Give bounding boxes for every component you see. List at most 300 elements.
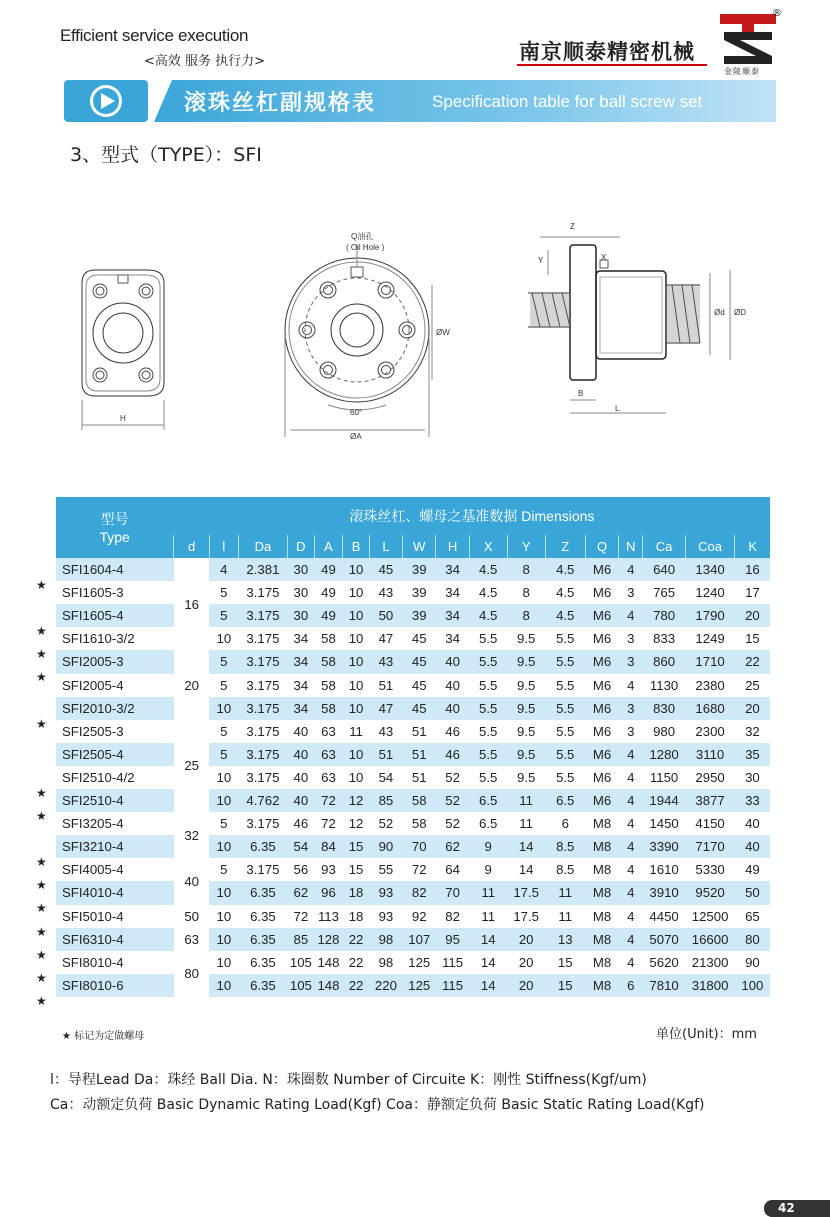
cell-q: M6 <box>592 769 612 785</box>
cell-n: 3 <box>627 631 635 647</box>
cell-w: 45 <box>411 631 427 647</box>
cell-da: 3.175 <box>246 723 280 739</box>
ball-nut-drawing <box>60 215 780 445</box>
cell-a: 72 <box>314 789 343 812</box>
cell-b: 15 <box>343 835 369 858</box>
cell-n: 4 <box>627 677 635 693</box>
table-row <box>56 928 770 951</box>
d-cell: 16 <box>174 558 210 650</box>
cell-l: 5 <box>220 677 228 693</box>
cell-w: 72 <box>411 862 427 878</box>
cell-y: 17.5 <box>513 908 539 924</box>
cell-da: 2.381 <box>238 558 287 581</box>
cell-da: 6.35 <box>238 881 287 904</box>
cell-n: 4 <box>627 908 635 924</box>
cell-h: 64 <box>445 862 460 878</box>
cell-x: 4.5 <box>469 558 507 581</box>
cell-n: 3 <box>619 650 643 673</box>
cell-h: 40 <box>436 697 469 720</box>
cell-y: 9.5 <box>516 677 536 693</box>
table-row <box>56 581 770 604</box>
cell-da: 3.175 <box>246 816 280 832</box>
cell-b: 10 <box>343 697 369 720</box>
cell-b: 12 <box>348 816 364 832</box>
cell-z: 5.5 <box>545 743 585 766</box>
cell-k: 65 <box>745 908 760 924</box>
cell-a: 93 <box>321 862 336 878</box>
cell-z: 5.5 <box>556 677 575 693</box>
legend-line-2: Ca：动额定负荷 Basic Dynamic Rating Load(Kgf) Coa：静额定负荷 Basic Static Rating Load(Kgf) <box>50 1097 705 1113</box>
cell-b: 10 <box>348 585 364 601</box>
cell-w: 125 <box>408 954 431 970</box>
cell-x: 14 <box>469 974 507 997</box>
cell-w: 58 <box>403 789 436 812</box>
cell-da: 3.175 <box>246 631 280 647</box>
cell-ca: 640 <box>643 558 686 581</box>
model-cell: SFI1605-3 <box>62 585 124 601</box>
custom-nut-star-icon: ★ <box>36 785 47 800</box>
cell-k: 20 <box>735 604 770 627</box>
cell-d: 54 <box>288 835 314 858</box>
cell-y: 9.5 <box>516 723 536 739</box>
cell-h: 115 <box>436 974 469 997</box>
model-cell: SFI1604-4 <box>56 558 174 581</box>
unit-label: 单位(Unit)：mm <box>656 1027 757 1042</box>
cell-y: 14 <box>518 862 534 878</box>
cell-da: 3.175 <box>246 677 280 693</box>
cell-l: 5 <box>209 650 238 673</box>
cell-l: 5 <box>209 743 238 766</box>
cell-coa: 1249 <box>695 631 725 647</box>
cell-a: 113 <box>317 908 339 924</box>
cell-h: 40 <box>436 650 469 673</box>
cell-a: 58 <box>321 631 336 647</box>
cell-n: 3 <box>627 723 635 739</box>
footnote: ★ 标记为定做螺母 <box>62 1031 145 1042</box>
cell-l: 93 <box>369 881 402 904</box>
custom-nut-star-icon: ★ <box>36 809 47 823</box>
cell-l: 90 <box>369 835 402 858</box>
cell-l: 10 <box>216 769 232 785</box>
cell-q: M6 <box>592 631 612 647</box>
nut-side-view <box>528 237 730 413</box>
cell-l: 98 <box>378 954 394 970</box>
label-x: X <box>601 253 607 262</box>
cell-y: 14 <box>507 835 545 858</box>
cell-q: M8 <box>592 908 612 924</box>
cell-k: 100 <box>735 974 770 997</box>
table-row <box>56 766 770 789</box>
d-cell: 80 <box>174 951 210 997</box>
custom-nut-star-icon: ★ <box>36 993 47 1008</box>
cell-x: 5.5 <box>469 650 507 673</box>
cell-h: 95 <box>436 928 469 951</box>
cell-l: 85 <box>369 789 402 812</box>
type-header-en: Type <box>99 528 130 545</box>
model-cell: SFI3205-4 <box>62 816 124 832</box>
cell-da: 4.762 <box>238 789 287 812</box>
cell-b: 10 <box>343 604 369 627</box>
cell-b: 11 <box>349 723 363 739</box>
cell-k: 33 <box>735 789 770 812</box>
cell-da: 6.35 <box>238 835 287 858</box>
column-header-d: d <box>174 535 210 558</box>
label-z: Z <box>570 222 575 231</box>
cell-l: 220 <box>369 974 402 997</box>
cell-q: M6 <box>592 585 612 601</box>
column-header-coa: Coa <box>685 535 734 558</box>
cell-x: 11 <box>469 881 507 904</box>
cell-l: 43 <box>369 650 402 673</box>
column-header-x: X <box>469 535 507 558</box>
cell-x: 5.5 <box>479 769 498 785</box>
cell-a: 58 <box>321 677 336 693</box>
cell-l: 4 <box>209 558 238 581</box>
table-row <box>56 650 770 673</box>
cell-d: 34 <box>288 697 314 720</box>
cell-z: 6.5 <box>545 789 585 812</box>
cell-a: 63 <box>314 743 343 766</box>
cell-w: 125 <box>403 974 436 997</box>
cell-coa: 1340 <box>685 558 734 581</box>
cell-ca: 5070 <box>643 928 686 951</box>
cell-d: 62 <box>288 881 314 904</box>
banner-title-cn: 滚珠丝杠副规格表 <box>184 91 377 116</box>
cell-x: 5.5 <box>479 723 498 739</box>
cell-l: 10 <box>216 631 232 647</box>
column-header-k: K <box>735 535 770 558</box>
model-cell: SFI8010-4 <box>62 954 124 970</box>
spec-table <box>56 497 770 997</box>
cell-q: M8 <box>585 881 618 904</box>
column-header-y: Y <box>507 535 545 558</box>
table-row <box>56 789 770 812</box>
cell-ca: 980 <box>653 723 676 739</box>
cell-k: 20 <box>735 697 770 720</box>
cell-n: 3 <box>627 585 635 601</box>
cell-q: M6 <box>585 789 618 812</box>
cell-k: 22 <box>735 650 770 673</box>
cell-k: 32 <box>745 723 760 739</box>
cell-da: 6.35 <box>250 954 276 970</box>
cell-z: 5.5 <box>556 631 575 647</box>
custom-nut-star-icon: ★ <box>36 624 47 639</box>
cell-ca: 7810 <box>643 974 686 997</box>
cell-h: 34 <box>445 631 460 647</box>
cell-k: 50 <box>735 881 770 904</box>
cell-ca: 765 <box>653 585 676 601</box>
model-cell: SFI2505-4 <box>56 743 174 766</box>
cell-b: 22 <box>343 928 369 951</box>
cell-w: 82 <box>403 881 436 904</box>
cell-da: 3.175 <box>238 697 287 720</box>
cell-a: 148 <box>317 954 340 970</box>
cell-w: 70 <box>403 835 436 858</box>
cell-q: M8 <box>592 816 612 832</box>
cell-b: 10 <box>348 677 364 693</box>
d-cell: 40 <box>174 858 210 904</box>
cell-h: 46 <box>436 743 469 766</box>
cell-d: 34 <box>288 650 314 673</box>
cell-coa: 1790 <box>685 604 734 627</box>
cell-q: M6 <box>585 558 618 581</box>
cell-n: 4 <box>619 743 643 766</box>
cell-ca: 1150 <box>649 769 679 785</box>
cell-l: 10 <box>216 908 232 924</box>
model-cell: SFI4005-4 <box>62 862 124 878</box>
column-header-d: D <box>288 535 314 558</box>
model-cell: SFI3210-4 <box>56 835 174 858</box>
cell-l: 47 <box>369 697 402 720</box>
cell-ca: 1944 <box>643 789 686 812</box>
column-header-a: A <box>314 535 343 558</box>
cell-z: 8.5 <box>556 862 575 878</box>
cell-z: 4.5 <box>556 585 575 601</box>
type-header-cn: 型号 <box>100 510 129 527</box>
label-y: Y <box>538 256 544 265</box>
cell-z: 5.5 <box>556 769 575 785</box>
table-row <box>56 905 770 928</box>
cell-x: 6.5 <box>479 816 498 832</box>
cell-a: 49 <box>314 558 343 581</box>
cell-z: 5.5 <box>545 697 585 720</box>
custom-nut-star-icon: ★ <box>36 855 47 870</box>
label-l: L <box>615 404 620 413</box>
cell-l: 10 <box>209 881 238 904</box>
cell-coa: 16600 <box>685 928 734 951</box>
cell-da: 6.35 <box>238 974 287 997</box>
legend-line-1: l：导程Lead Da：珠经 Ball Dia. N：珠圈数 Number of Circuite K：刚性 Stiffness(Kgf/um) <box>50 1072 647 1088</box>
cell-z: 5.5 <box>556 723 575 739</box>
cell-d: 56 <box>293 862 309 878</box>
cell-y: 11 <box>519 816 533 832</box>
d-cell: 25 <box>174 720 210 812</box>
custom-nut-star-icon: ★ <box>36 578 47 592</box>
table-row <box>56 881 770 904</box>
dimensions-header: 滚珠丝杠、螺母之基准数据 Dimensions <box>174 497 770 535</box>
cell-d: 40 <box>293 723 309 739</box>
company-underline <box>517 64 707 66</box>
cell-z: 4.5 <box>545 604 585 627</box>
cell-b: 15 <box>348 862 364 878</box>
cell-l: 5 <box>209 604 238 627</box>
cell-l: 10 <box>209 789 238 812</box>
cell-da: 3.175 <box>238 604 287 627</box>
cell-k: 25 <box>745 677 760 693</box>
cell-l: 43 <box>378 723 394 739</box>
cell-y: 8 <box>507 604 545 627</box>
cell-k: 40 <box>745 816 760 832</box>
cell-h: 82 <box>445 908 460 924</box>
cell-y: 9.5 <box>507 650 545 673</box>
cell-a: 72 <box>321 816 336 832</box>
cell-l: 93 <box>378 908 394 924</box>
column-header-q: Q <box>585 535 618 558</box>
custom-nut-star-icon: ★ <box>36 924 47 939</box>
cell-coa: 7170 <box>685 835 734 858</box>
cell-coa: 3877 <box>685 789 734 812</box>
cell-x: 5.5 <box>469 743 507 766</box>
cell-n: 4 <box>619 604 643 627</box>
column-header-da: Da <box>238 535 287 558</box>
d-cell: 63 <box>174 928 210 951</box>
cell-z: 6 <box>561 816 569 832</box>
column-header-h: H <box>436 535 469 558</box>
label-b: B <box>578 389 584 398</box>
cell-z: 5.5 <box>545 650 585 673</box>
cell-l: 5 <box>220 816 228 832</box>
cell-w: 92 <box>411 908 427 924</box>
tagline-en: Efficient service execution <box>60 26 249 45</box>
cell-q: M6 <box>585 650 618 673</box>
cell-y: 20 <box>507 928 545 951</box>
cell-d: 72 <box>293 908 309 924</box>
cell-k: 30 <box>745 769 760 785</box>
cell-d: 46 <box>293 816 309 832</box>
company-name: 南京顺泰精密机械 <box>519 40 695 64</box>
cell-ca: 830 <box>643 697 686 720</box>
cell-a: 96 <box>314 881 343 904</box>
model-cell: SFI1605-4 <box>56 604 174 627</box>
cell-q: M8 <box>585 974 618 997</box>
cell-w: 39 <box>411 585 427 601</box>
model-cell: SFI5010-4 <box>62 908 124 924</box>
cell-a: 148 <box>314 974 343 997</box>
cell-z: 8.5 <box>545 835 585 858</box>
cell-q: M6 <box>592 677 612 693</box>
cell-b: 10 <box>343 743 369 766</box>
cell-x: 14 <box>480 954 496 970</box>
model-cell: SFI2510-4/2 <box>62 769 135 785</box>
cell-coa: 9520 <box>685 881 734 904</box>
cell-k: 35 <box>735 743 770 766</box>
cell-b: 10 <box>348 631 364 647</box>
cell-l: 54 <box>378 769 394 785</box>
cell-da: 3.175 <box>246 769 280 785</box>
cell-x: 11 <box>481 908 496 924</box>
cell-n: 4 <box>627 769 635 785</box>
table-row <box>56 627 770 650</box>
cell-coa: 31800 <box>685 974 734 997</box>
table-row <box>56 858 770 881</box>
cell-ca: 3910 <box>643 881 686 904</box>
cell-w: 39 <box>403 604 436 627</box>
cell-y: 9.5 <box>507 743 545 766</box>
cell-y: 9.5 <box>507 697 545 720</box>
cell-y: 17.5 <box>507 881 545 904</box>
cell-l: 98 <box>369 928 402 951</box>
cell-ca: 4450 <box>649 908 679 924</box>
cell-q: M8 <box>585 928 618 951</box>
cell-a: 49 <box>321 585 336 601</box>
label-a: ØA <box>350 432 362 441</box>
cell-q: M8 <box>592 862 612 878</box>
cell-a: 49 <box>314 604 343 627</box>
column-header-n: N <box>619 535 643 558</box>
cell-n: 4 <box>619 558 643 581</box>
cell-ca: 1280 <box>643 743 686 766</box>
tagline-cn: <高效 服务 执行力> <box>144 54 266 69</box>
cell-w: 51 <box>411 723 427 739</box>
cell-d: 85 <box>288 928 314 951</box>
cell-coa: 4150 <box>695 816 725 832</box>
page-tab <box>764 1200 830 1217</box>
cell-l: 52 <box>378 816 394 832</box>
cell-w: 51 <box>411 769 427 785</box>
banner-title-en: Specification table for ball screw set <box>432 92 703 111</box>
table-row <box>56 558 770 581</box>
cell-d: 40 <box>288 789 314 812</box>
label-D: ØD <box>734 308 746 317</box>
cell-a: 63 <box>321 723 336 739</box>
cell-ca: 5620 <box>649 954 679 970</box>
model-cell: SFI8010-6 <box>56 974 174 997</box>
play-circle-icon <box>64 80 148 122</box>
cell-z: 15 <box>545 974 585 997</box>
cell-a: 58 <box>314 650 343 673</box>
cell-z: 13 <box>545 928 585 951</box>
cell-l: 50 <box>369 604 402 627</box>
page-number: 42 <box>778 1201 795 1215</box>
cell-a: 63 <box>321 769 336 785</box>
table-row <box>56 743 770 766</box>
cell-l: 51 <box>369 743 402 766</box>
cell-l: 10 <box>209 974 238 997</box>
cell-n: 4 <box>627 816 635 832</box>
cell-da: 3.175 <box>238 650 287 673</box>
cell-b: 10 <box>343 650 369 673</box>
cell-h: 46 <box>445 723 460 739</box>
custom-nut-star-icon: ★ <box>36 970 47 985</box>
cell-z: 11 <box>545 881 585 904</box>
spec-body <box>56 558 770 997</box>
cell-d: 30 <box>293 585 309 601</box>
cell-da: 3.175 <box>246 862 280 878</box>
cell-z: 15 <box>557 954 573 970</box>
cell-da: 6.35 <box>238 928 287 951</box>
cell-l: 5 <box>220 585 228 601</box>
cell-l: 47 <box>378 631 394 647</box>
cell-n: 4 <box>619 835 643 858</box>
cell-b: 18 <box>348 908 364 924</box>
cell-ca: 860 <box>643 650 686 673</box>
label-oil-cn: Q油孔 <box>351 232 374 241</box>
cell-b: 22 <box>343 974 369 997</box>
cell-q: M6 <box>585 604 618 627</box>
cell-x: 6.5 <box>469 789 507 812</box>
label-oil-en: ( Oil Hole ) <box>346 243 385 252</box>
cell-ca: 3390 <box>643 835 686 858</box>
model-cell: SFI2510-4 <box>56 789 174 812</box>
cell-w: 39 <box>403 558 436 581</box>
cell-ca: 1450 <box>649 816 679 832</box>
column-header-l: L <box>369 535 402 558</box>
model-cell: SFI2005-3 <box>56 650 174 673</box>
cell-h: 34 <box>436 604 469 627</box>
cell-b: 22 <box>348 954 364 970</box>
cell-coa: 1680 <box>685 697 734 720</box>
type-header <box>56 497 174 558</box>
cell-x: 14 <box>469 928 507 951</box>
cell-n: 4 <box>619 789 643 812</box>
cell-ca: 833 <box>653 631 676 647</box>
cell-y: 20 <box>507 974 545 997</box>
cell-l: 43 <box>378 585 394 601</box>
cell-l: 45 <box>369 558 402 581</box>
nut-front-view-left <box>82 270 164 430</box>
cell-q: M6 <box>585 743 618 766</box>
d-cell: 32 <box>174 812 210 858</box>
